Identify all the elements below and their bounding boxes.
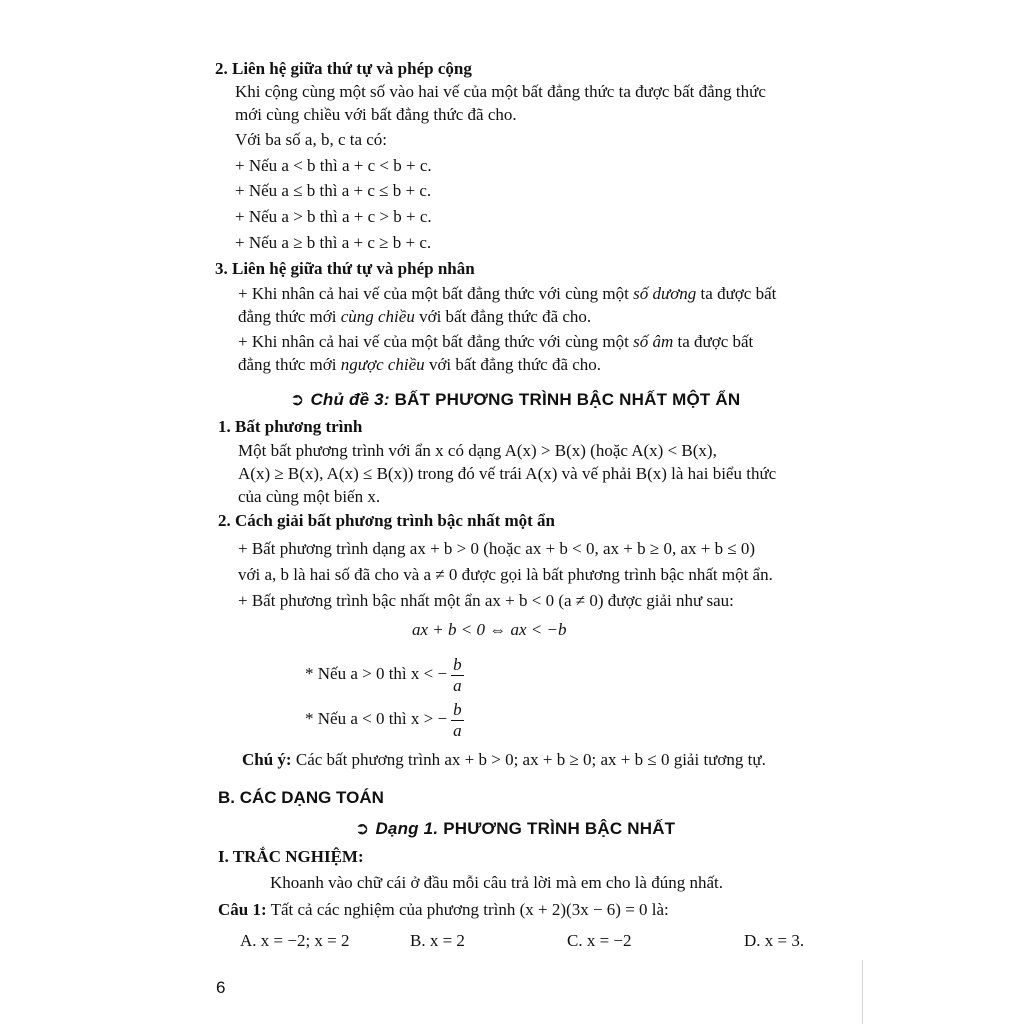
paragraph-line: A(x) ≥ B(x), A(x) ≤ B(x)) trong đó vế trái A(x) và vế phải B(x) là hai biểu thức	[238, 464, 777, 483]
emphasis-text: số âm	[633, 332, 674, 351]
text-run: ta được bất	[696, 284, 777, 303]
case-line	[305, 697, 464, 741]
topic-heading	[355, 818, 675, 840]
fraction-numerator: b	[453, 699, 462, 719]
question-label: Câu 1:	[218, 900, 267, 919]
topic-title: BẤT PHƯƠNG TRÌNH BẬC NHẤT MỘT ẨN	[389, 390, 741, 409]
paragraph-line: Một bất phương trình với ẩn x có dạng A(x) > B(x) (hoặc A(x) < B(x),	[238, 441, 717, 460]
topic-title: PHƯƠNG TRÌNH BẬC NHẤT	[438, 819, 676, 838]
paragraph-line	[238, 306, 591, 328]
paragraph-line: với a, b là hai số đã cho và a ≠ 0 được gọi là bất phương trình bậc nhất một ẩn.	[238, 565, 773, 584]
emphasis-text: cùng chiều	[340, 307, 415, 326]
text-run: + Khi nhân cả hai vế của một bất đẳng thức với cùng một	[238, 332, 634, 351]
fraction	[451, 700, 464, 741]
text-run: với bất đẳng thức đã cho.	[424, 355, 602, 374]
topic-heading	[290, 389, 740, 411]
note-label: Chú ý:	[242, 750, 292, 769]
equation: ax + b < 0 ⇔ ax < −b	[412, 620, 567, 639]
paragraph-line	[238, 354, 601, 376]
arrow-icon: ➲	[290, 390, 305, 410]
topic-label: Chủ đề 3:	[310, 390, 390, 409]
topic-label: Dạng 1.	[375, 819, 439, 838]
note-line	[242, 749, 766, 771]
fraction	[451, 655, 464, 696]
rule-line: + Nếu a < b thì a + c < b + c.	[235, 156, 432, 175]
scan-edge-line	[862, 960, 863, 1024]
note-text: Các bất phương trình ax + b > 0; ax + b ≥ 0; ax + b ≤ 0 giải tương tự.	[291, 750, 766, 769]
text-run: đẳng thức mới	[238, 307, 341, 326]
fraction-numerator: b	[453, 654, 462, 674]
question-line	[218, 899, 669, 921]
section-heading: 3. Liên hệ giữa thứ tự và phép nhân	[215, 259, 475, 278]
text-run: + Khi nhân cả hai vế của một bất đẳng thức với cùng một	[238, 284, 634, 303]
section-b-heading: B. CÁC DẠNG TOÁN	[218, 788, 384, 807]
paragraph-line: Với ba số a, b, c ta có:	[235, 130, 388, 149]
rule-line: + Nếu a > b thì a + c > b + c.	[235, 207, 432, 226]
page-number: 6	[216, 978, 226, 997]
text-run: ta được bất	[673, 332, 754, 351]
option-c: C. x = −2	[567, 931, 632, 950]
option-b: B. x = 2	[410, 931, 465, 950]
option-d: D. x = 3.	[744, 931, 805, 950]
fraction-denominator: a	[453, 720, 462, 740]
text-run: đẳng thức mới	[238, 355, 341, 374]
instruction-line: Khoanh vào chữ cái ở đầu mỗi câu trả lời mà em cho là đúng nhất.	[270, 873, 723, 892]
arrow-icon: ➲	[355, 819, 370, 839]
rule-line: + Nếu a ≥ b thì a + c ≥ b + c.	[235, 233, 432, 252]
paragraph-line: + Bất phương trình dạng ax + b > 0 (hoặc ax + b < 0, ax + b ≥ 0, ax + b ≤ 0)	[238, 539, 756, 558]
text-run: với bất đẳng thức đã cho.	[414, 307, 592, 326]
paragraph-line	[238, 331, 753, 353]
case-text: * Nếu a < 0 thì x > −	[305, 709, 448, 728]
paragraph-line: mới cùng chiều với bất đẳng thức đã cho.	[235, 105, 517, 124]
emphasis-text: ngược chiều	[340, 355, 425, 374]
emphasis-text: số dương	[633, 284, 697, 303]
case-line	[305, 652, 464, 696]
section-heading: 1. Bất phương trình	[218, 417, 363, 436]
rule-line: + Nếu a ≤ b thì a + c ≤ b + c.	[235, 181, 432, 200]
paragraph-line: Khi cộng cùng một số vào hai vế của một bất đẳng thức ta được bất đẳng thức	[235, 82, 766, 101]
paragraph-line	[238, 283, 776, 305]
section-heading: 2. Cách giải bất phương trình bậc nhất một ẩn	[218, 511, 556, 530]
quiz-heading: I. TRẮC NGHIỆM:	[218, 847, 364, 866]
fraction-denominator: a	[453, 675, 462, 695]
question-text: Tất cả các nghiệm của phương trình (x + 2)(3x − 6) = 0 là:	[266, 900, 669, 919]
section-heading: 2. Liên hệ giữa thứ tự và phép cộng	[215, 59, 472, 78]
paragraph-line: của cùng một biến x.	[238, 487, 381, 506]
paragraph-line: + Bất phương trình bậc nhất một ẩn ax + b < 0 (a ≠ 0) được giải như sau:	[238, 591, 734, 610]
option-a: A. x = −2; x = 2	[240, 931, 350, 950]
case-text: * Nếu a > 0 thì x < −	[305, 664, 448, 683]
